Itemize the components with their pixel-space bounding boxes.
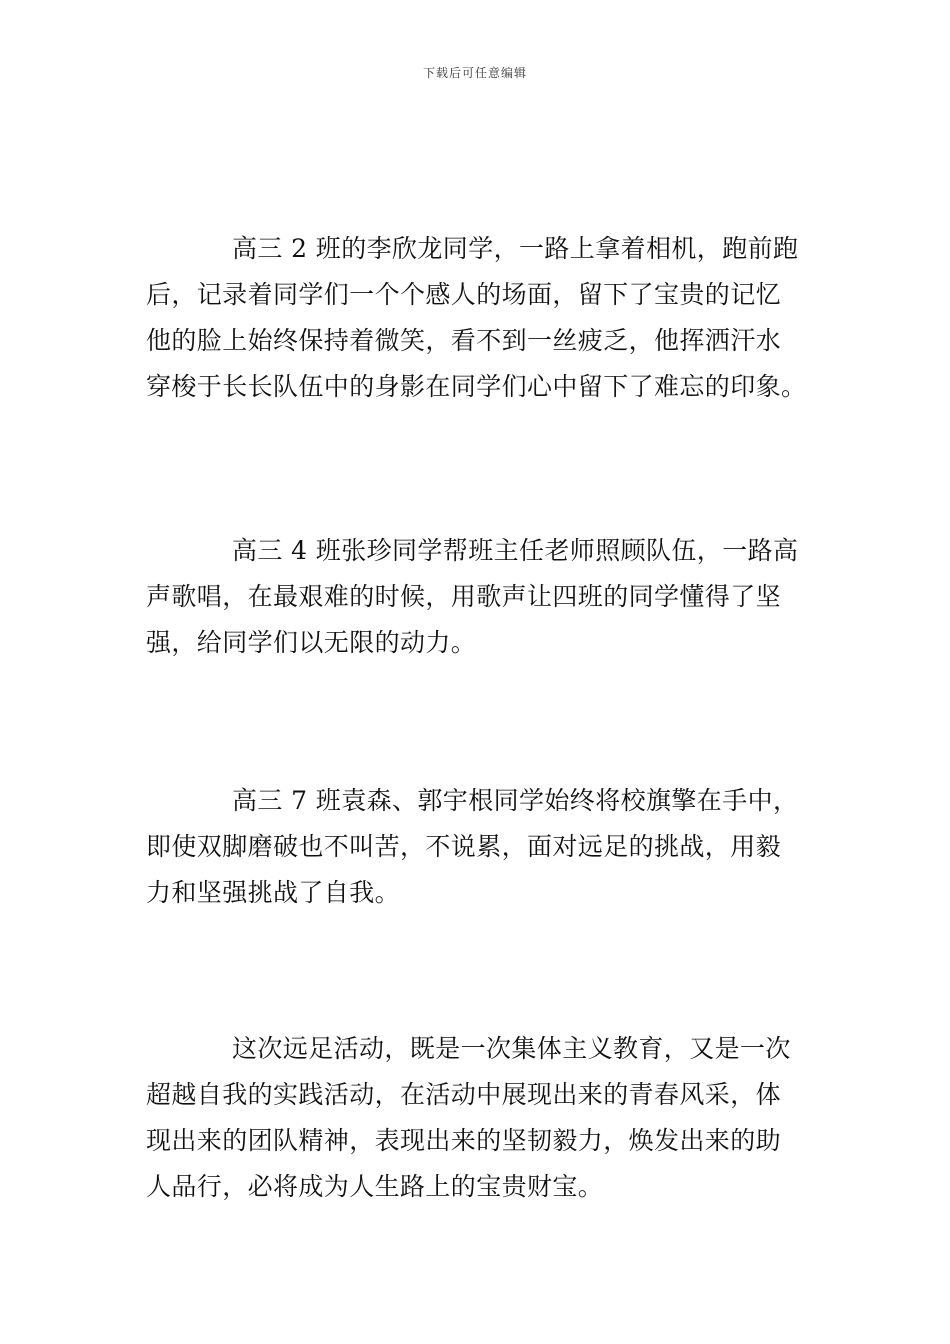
paragraph-line: 人品行，必将成为人生路上的宝贵财宝。: [146, 1172, 604, 1201]
paragraph-zhang-zhen: [146, 528, 810, 666]
paragraph-line: 穿梭于长长队伍中的身影在同学们心中留下了难忘的印象。: [146, 372, 807, 401]
page-header: 下载后可任意编辑: [422, 66, 527, 80]
paragraph-line: 力和坚强挑战了自我。: [146, 878, 401, 907]
paragraph-line: 超越自我的实践活动，在活动中展现出来的青春风采，体: [146, 1080, 782, 1109]
paragraph-line: 后，记录着同学们一个个感人的场面，留下了宝贵的记忆: [146, 280, 782, 309]
paragraph-line: 现出来的团队精神，表现出来的坚韧毅力，焕发出来的助: [146, 1126, 782, 1155]
paragraph-yuan-sen-guo-yugen: [146, 778, 810, 916]
paragraph-conclusion: [146, 1026, 810, 1210]
paragraph-line: 强，给同学们以无限的动力。: [146, 628, 477, 657]
paragraph-li-xinlong: [146, 226, 810, 410]
paragraph-line: 高三 4 班张珍同学帮班主任老师照顾队伍，一路高: [232, 536, 799, 565]
paragraph-line: 这次远足活动，既是一次集体主义教育，又是一次: [232, 1034, 791, 1063]
paragraph-line: 即使双脚磨破也不叫苦，不说累，面对远足的挑战，用毅: [146, 832, 782, 861]
paragraph-line: 他的脸上始终保持着微笑，看不到一丝疲乏，他挥洒汗水: [146, 326, 782, 355]
paragraph-line: 高三 2 班的李欣龙同学，一路上拿着相机，跑前跑: [232, 234, 799, 263]
paragraph-line: 声歌唱，在最艰难的时候，用歌声让四班的同学懂得了坚: [146, 582, 782, 611]
paragraph-line: 高三 7 班袁森、郭宇根同学始终将校旗擎在手中，: [232, 786, 799, 815]
